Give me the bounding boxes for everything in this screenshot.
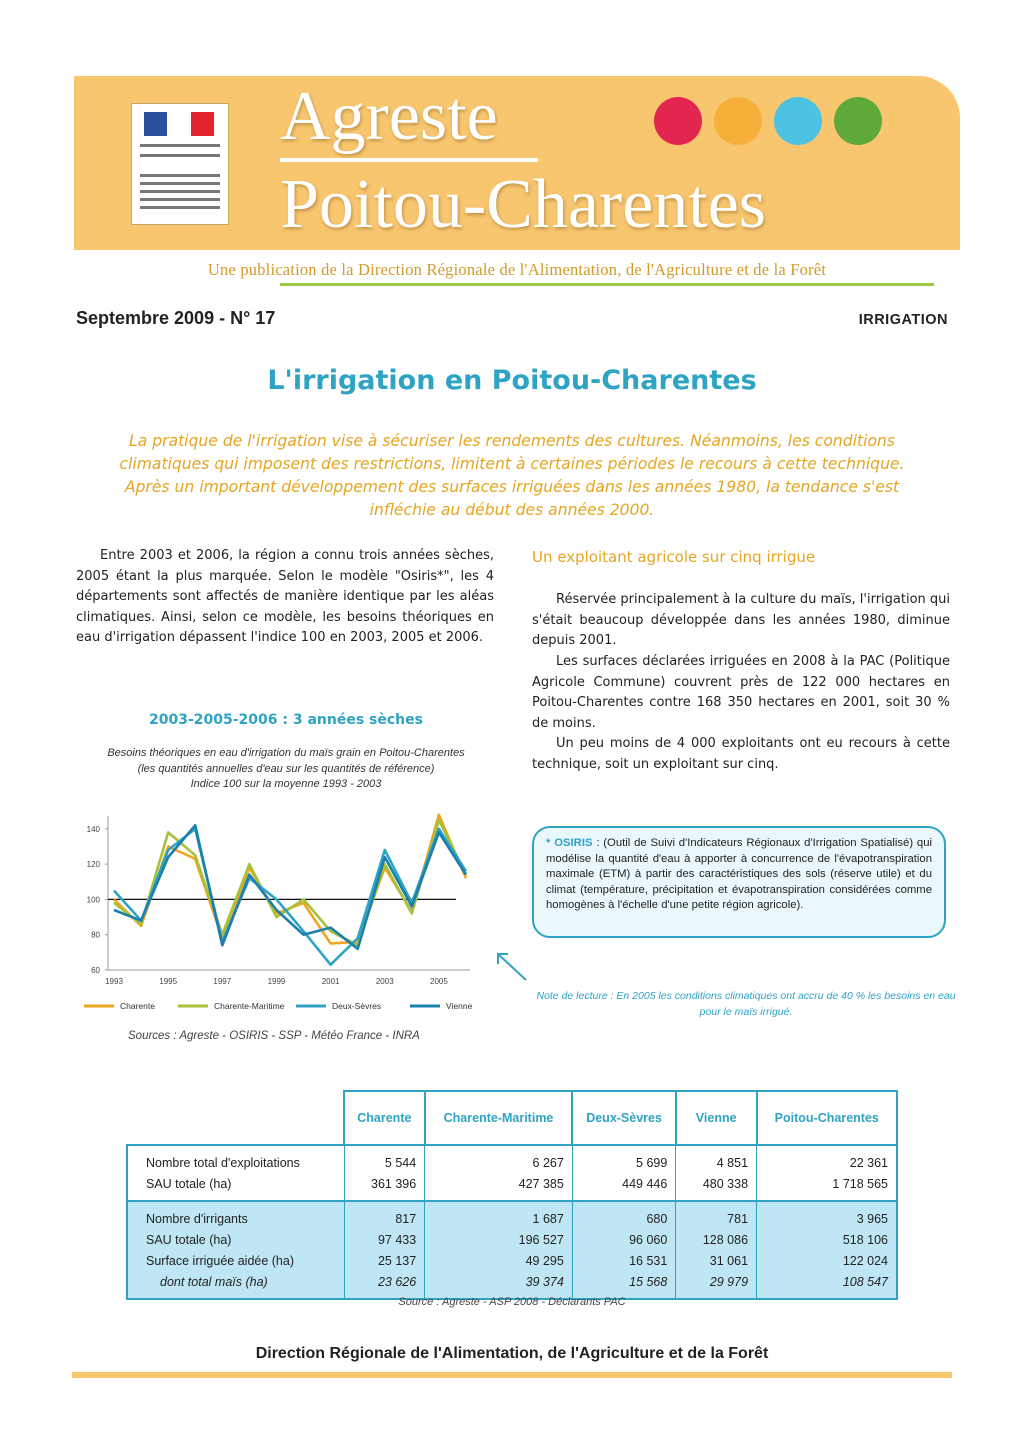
table-row [127, 1271, 897, 1299]
masthead-title-line1: Agreste [280, 78, 498, 155]
orange-dot [714, 97, 762, 145]
column-header: Deux-Sèvres [572, 1091, 676, 1145]
row-label: SAU totale (ha) [127, 1229, 344, 1250]
table-cell: 23 626 [344, 1271, 425, 1299]
table-cell: 97 433 [344, 1229, 425, 1250]
right-paragraph: Un peu moins de 4 000 exploitants ont eu recours à cette technique, soit un exploitant sur cinq. [532, 736, 950, 772]
footer-rule [72, 1372, 952, 1378]
y-tick-label: 100 [86, 895, 100, 905]
legend-label: Deux-Sèvres [332, 1001, 382, 1011]
ministry-logo [131, 103, 229, 225]
table-cell: 29 979 [676, 1271, 757, 1299]
table-cell: 5 544 [344, 1145, 425, 1173]
issue-date: Septembre 2009 - N° 17 [76, 308, 276, 328]
y-tick-label: 140 [86, 824, 100, 834]
x-tick-label: 1997 [213, 977, 232, 986]
intro-paragraph: La pratique de l'irrigation vise à sécuriser les rendements des cultures. Néanmoins, les conditions climatiques qui imposent des restrictions, limitent à certaines périodes le recours à cette technique. Après un important développement des surfaces irriguées dans les années 1980, la tendance s'est infléchie au début des années 2000. [119, 432, 905, 519]
table-cell: 22 361 [757, 1145, 897, 1173]
republic-flag-icon [144, 112, 214, 136]
legend-label: Charente [120, 1001, 155, 1011]
table-cell: 96 060 [572, 1229, 676, 1250]
publisher-subline: Une publication de la Direction Régionale de l'Alimentation, de l'Agriculture et de la Forêt [207, 260, 827, 279]
chart-subtitle [76, 746, 496, 793]
chart-subtitle-line: Indice 100 sur la moyenne 1993 - 2003 [190, 778, 382, 790]
table-cell: 680 [572, 1201, 676, 1229]
table-corner [127, 1091, 344, 1145]
table-cell: 518 106 [757, 1229, 897, 1250]
subline-rule [280, 283, 934, 286]
table-cell: 16 531 [572, 1250, 676, 1271]
right-heading: Un exploitant agricole sur cinq irrigue [532, 548, 816, 566]
footer-agency: Direction Régionale de l'Alimentation, de l'Agriculture et de la Forêt [255, 1345, 769, 1362]
table-cell: 3 965 [757, 1201, 897, 1229]
table-cell: 4 851 [676, 1145, 757, 1173]
series-line [114, 820, 466, 945]
reading-note: Note de lecture : En 2005 les conditions climatiques ont accru de 40 % les besoins en eau pour le maïs irrigué. [536, 990, 956, 1018]
column-header: Poitou-Charentes [757, 1091, 897, 1145]
row-label: SAU totale (ha) [127, 1173, 344, 1201]
table-cell: 427 385 [425, 1173, 573, 1201]
right-paragraph: Réservée principalement à la culture du maïs, l'irrigation qui s'était beaucoup développée dans les années 1980, diminue depuis 2001. [532, 592, 951, 648]
table-cell: 49 295 [425, 1250, 573, 1271]
table-row [127, 1201, 897, 1229]
chart-subtitle-line: (les quantités annuelles d'eau sur les quantités de référence) [137, 762, 435, 775]
table-cell: 480 338 [676, 1173, 757, 1201]
x-tick-label: 2005 [430, 977, 448, 986]
green-dot [834, 97, 882, 145]
table-cell: 1 687 [425, 1201, 573, 1229]
row-label: Nombre d'irrigants [127, 1201, 344, 1229]
y-tick-label: 80 [91, 930, 100, 940]
chart-title: 2003-2005-2006 : 3 années sèches [149, 712, 423, 728]
table-row [127, 1250, 897, 1271]
irrigation-line-chart [76, 812, 496, 1022]
table-cell: 361 396 [344, 1173, 425, 1201]
farm-statistics-table [126, 1090, 898, 1300]
table-cell: 6 267 [425, 1145, 573, 1173]
table-cell: 817 [344, 1201, 425, 1229]
masthead-rule [280, 158, 538, 162]
x-tick-label: 2001 [321, 977, 340, 986]
table-cell: 1 718 565 [757, 1173, 897, 1201]
table-row [127, 1173, 897, 1201]
red-dot [654, 97, 702, 145]
column-header: Charente [344, 1091, 425, 1145]
x-tick-label: 1999 [267, 977, 286, 986]
x-tick-label: 1993 [105, 977, 123, 986]
row-label: dont total maïs (ha) [127, 1271, 344, 1299]
row-label: Nombre total d'exploitations [127, 1145, 344, 1173]
osiris-label: * OSIRIS [546, 837, 593, 849]
table-cell: 781 [676, 1201, 757, 1229]
series-line [114, 825, 466, 949]
table-row [127, 1145, 897, 1173]
table-cell: 108 547 [757, 1271, 897, 1299]
table-row [127, 1229, 897, 1250]
x-tick-label: 2003 [375, 977, 394, 986]
table-cell: 5 699 [572, 1145, 676, 1173]
chart-subtitle-line: Besoins théoriques en eau d'irrigation du maïs grain en Poitou-Charentes [107, 747, 465, 759]
table-cell: 122 024 [757, 1250, 897, 1271]
column-header: Vienne [676, 1091, 757, 1145]
legend-label: Vienne [446, 1001, 473, 1011]
chart-source: Sources : Agreste - OSIRIS - SSP - Météo France - INRA [128, 1030, 420, 1042]
table-cell: 25 137 [344, 1250, 425, 1271]
osiris-text: : (Outil de Suivi d'Indicateurs Régionaux d'Irrigation Spatialisé) qui modélise la quantité d'eau à apporter à concurrence de l'évapotranspiration maximale (ETM) à partir des caractéristiques des sols (réserve utile) et du climat (température, précipitation et évapotranspiration considérées comme homogènes à l'échelle d'une petite région agricole). [546, 837, 932, 911]
table-cell: 449 446 [572, 1173, 676, 1201]
section-label: IRRIGATION [858, 312, 948, 328]
table-cell: 196 527 [425, 1229, 573, 1250]
legend-label: Charente-Maritime [214, 1001, 285, 1011]
osiris-definition-box [532, 826, 946, 938]
table-cell: 31 061 [676, 1250, 757, 1271]
table-cell: 39 374 [425, 1271, 573, 1299]
right-paragraph: Les surfaces déclarées irriguées en 2008 à la PAC (Politique Agricole Commune) couvrent près de 122 000 hectares en Poitou-Charentes contre 168 350 hectares en 2001, soit 30 % de moins. [532, 654, 950, 731]
row-label: Surface irriguée aidée (ha) [127, 1250, 344, 1271]
masthead-title-line2: Poitou-Charentes [280, 166, 767, 243]
y-tick-label: 60 [91, 966, 100, 975]
column-header: Charente-Maritime [425, 1091, 573, 1145]
article-title: L'irrigation en Poitou-Charentes [267, 365, 757, 396]
left-paragraph: Entre 2003 et 2006, la région a connu trois années sèches, 2005 étant la plus marquée. Selon le modèle "Osiris*", les 4 départements sont affectés de manière identique par les aléas climatiques. Ainsi, selon ce modèle, les besoins théoriques en eau d'irrigation dépassent l'indice 100 en 2003, 2005 et 2006. [76, 548, 494, 645]
pointer-arrow-icon [494, 950, 530, 984]
table-header-row [127, 1091, 897, 1145]
table-source: Source : Agreste - ASP 2008 - Déclarants PAC [398, 1296, 626, 1308]
x-tick-label: 1995 [159, 977, 178, 986]
y-tick-label: 120 [86, 860, 100, 870]
table-cell: 128 086 [676, 1229, 757, 1250]
blue-dot [774, 97, 822, 145]
table-cell: 15 568 [572, 1271, 676, 1299]
